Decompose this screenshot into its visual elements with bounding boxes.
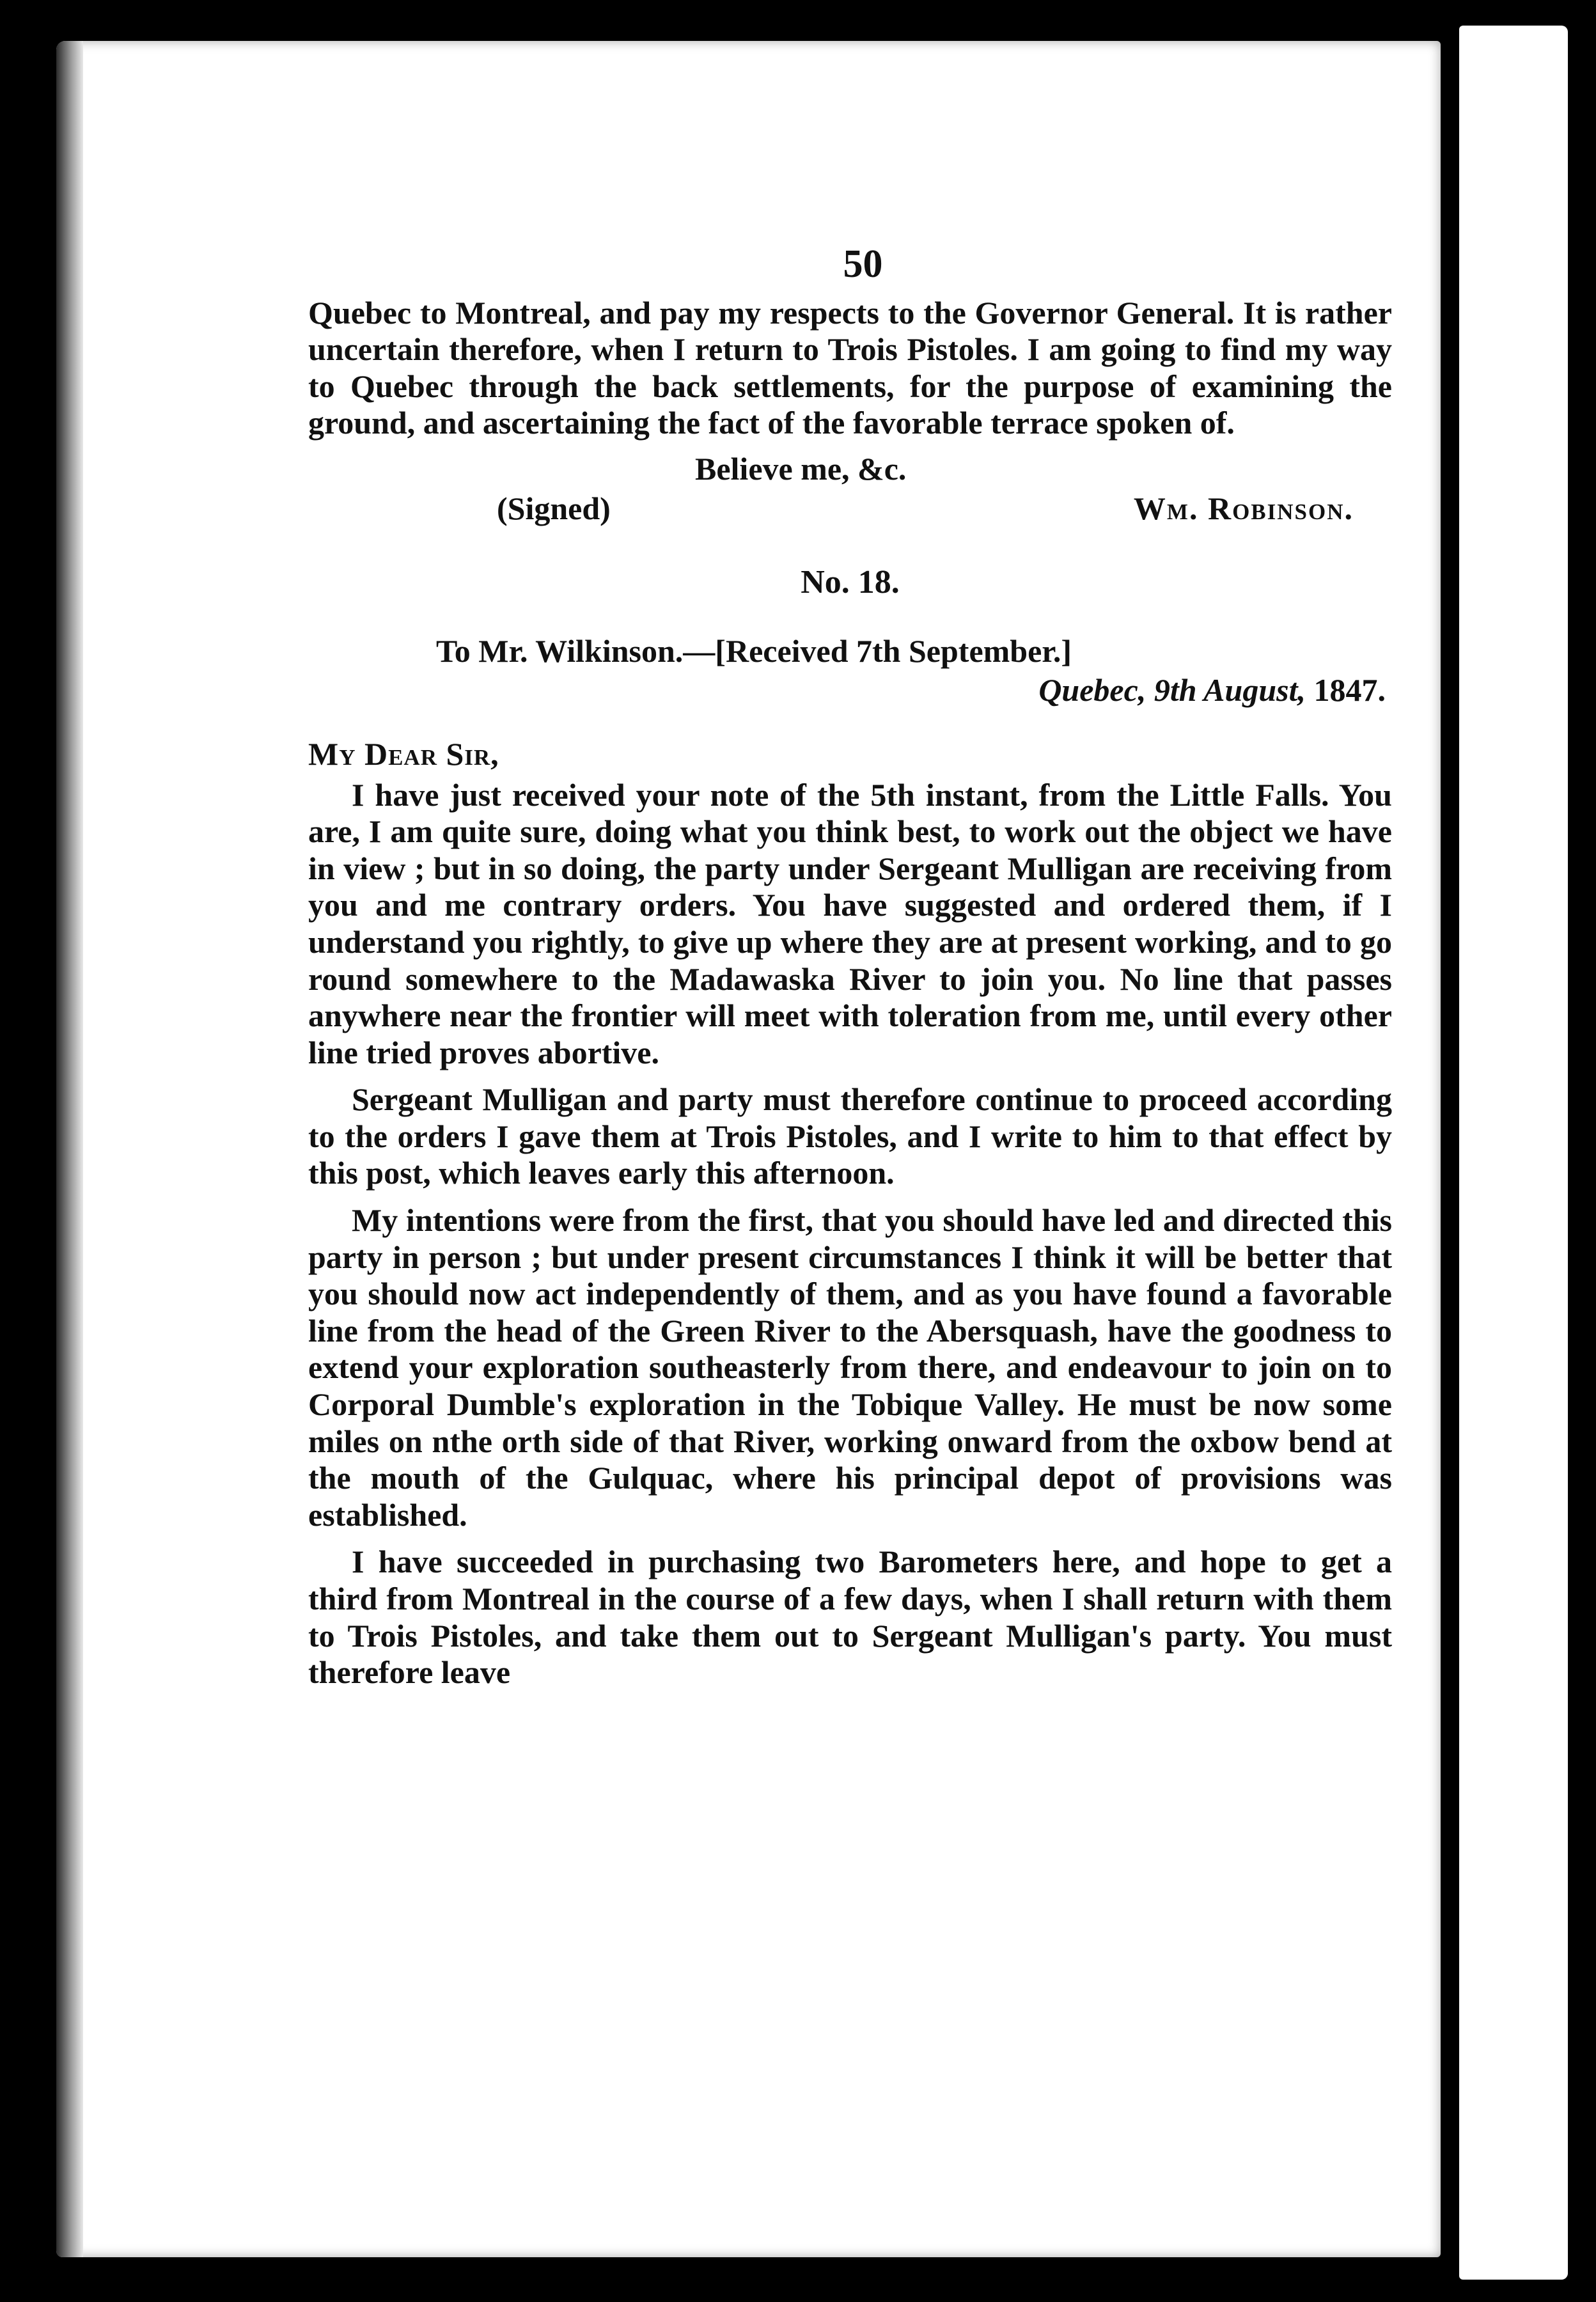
- page-binding-edge: [56, 41, 83, 2257]
- body-paragraph-3: My intentions were from the first, that you should have led and directed this party in person ; but under present circumstances I think it will be better that you should now act independently of them, and as you have found a favorable line from the head of the Green River to the Abersquash, have the goodness to extend your exploration southeasterly from there, and endeavour to join on to Corporal Dumble's exploration in the Tobique Valley. He must be now some miles on nthe orth side of that River, working onward from the oxbow bend at the mouth of the Gulquac, where his principal depot of provisions was established.: [308, 1202, 1392, 1533]
- signature-row: [497, 490, 1354, 528]
- signed-label: (Signed): [497, 490, 611, 526]
- date-year: 1847.: [1313, 672, 1386, 709]
- date-place: Quebec,: [1038, 672, 1146, 709]
- date-day: 9th August,: [1154, 672, 1306, 709]
- body-paragraph-1: I have just received your note of the 5th instant, from the Little Falls. You are, I am quite sure, doing what you think best, to work out the object we have in view ; but in so doing, the party under Sergeant Mulligan are receiving from you and me contrary orders. You have suggested and ordered them, if I understand you rightly, to give up where they are at present working, and to go round somewhere to the Madawaska River to join you. No line that passes anywhere near the frontier will meet with toleration from me, until every other line tried proves abortive.: [308, 776, 1392, 1070]
- letter-addressee: To Mr. Wilkinson.—[Received 7th September.]: [436, 632, 1072, 669]
- facing-page-edge: [1459, 26, 1568, 2280]
- letter-number: No. 18.: [801, 564, 900, 601]
- page-number: 50: [843, 242, 883, 286]
- body-paragraph-2: Sergeant Mulligan and party must therefore continue to proceed according to the orders I gave them at Trois Pistoles, and I write to him to that effect by this post, which leaves early this afternoon.: [308, 1081, 1392, 1191]
- page-text: [308, 242, 1392, 1691]
- letter-salutation: My Dear Sir,: [308, 735, 499, 772]
- body-paragraph-4: I have succeeded in purchasing two Barometers here, and hope to get a third from Montreal in the course of a few days, when I shall return with them to Trois Pistoles, and take them out to Sergeant Mulligan's party. You must therefore leave: [308, 1544, 1392, 1691]
- continued-paragraph: Quebec to Montreal, and pay my respects to the Governor General. It is rather uncertain therefore, when I return to Trois Pistoles. I am going to find my way to Quebec through the back settlements, for the purpose of examining the ground, and ascertaining the fact of the favorable terrace spoken of.: [308, 294, 1392, 441]
- signature-name: Wm. Robinson.: [1133, 490, 1354, 526]
- letter-closing: Believe me, &c.: [695, 450, 907, 487]
- letter-date: [308, 672, 1392, 709]
